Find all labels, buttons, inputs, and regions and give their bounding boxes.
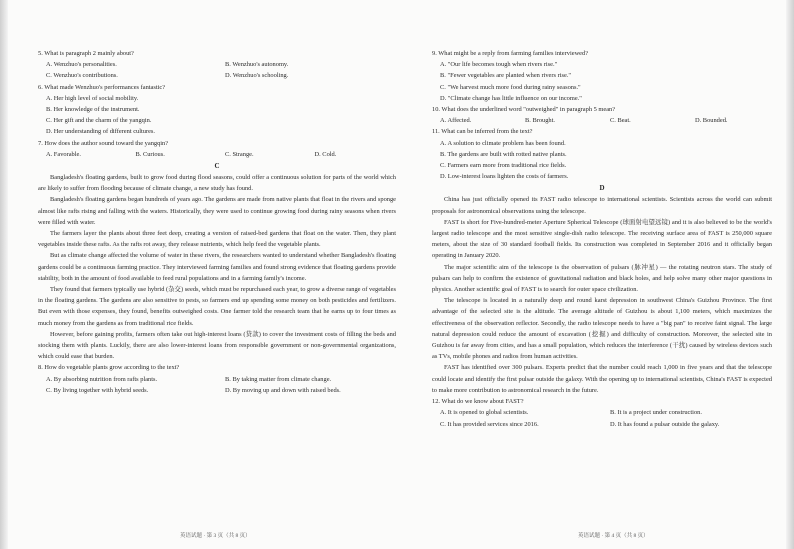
question-12-stem: 12. What do we know about FAST? <box>432 398 524 406</box>
passage-d-paragraph-2: FAST is short for Five-hundred-meter Aperture Spherical Telescope (球面射电望远镜) and it is also believed to be the world's largest radio telescope and the most sensitive single-dish radio telescope. The receiving surface area of FAST is 250,000 square meters, about the size of 30 standard football fields. Its construction was completed in September 2016 and it officially began operating in January 2020. <box>432 218 772 260</box>
question-10-option-d: D. Bounded. <box>695 117 728 125</box>
passage-d-paragraph-5: FAST has identified over 300 pulsars. Experts predict that the number could reach 1,000 in five years and that the telescope could locate and identify the first pulsar outside the galaxy. With the opening up to international scientists, China's FAST is expected to make more contribution to astronomical research in the future. <box>432 364 772 394</box>
right-page-footer: 英语试题 · 第 4 页（共 8 页） <box>578 533 649 539</box>
question-9-option-c: C. "We harvest much more food during rainy seasons." <box>440 83 581 91</box>
question-5-option-b: B. Wenzhuo's autonomy. <box>225 61 289 69</box>
passage-d-paragraph-1: China has just officially opened its FAST radio telescope to international scientists. Scientists across the world can submit proposals for astronomical observations using the telescope. <box>432 196 772 215</box>
question-5-option-c: C. Wenzhuo's contributions. <box>46 72 118 80</box>
question-8-stem: 8. How do vegetable plants grow according to the text? <box>38 364 180 372</box>
right-page <box>432 48 772 528</box>
question-12-options-row-2 <box>432 419 772 430</box>
passage-c-paragraph-5: They found that farmers typically use hybrid (杂交) seeds, which must be repurchased each year, to grow a diverse range of vegetables in the floating gardens. The gardens are also sensitive to pests, so farmers end up spending some money on both pesticides and fertilizers. But even with those expenses, they found, benefits outweighed costs. One farmer told the research team that he earns up to four times as much money from the gardens as from traditional rice fields. <box>38 286 396 327</box>
question-5-option-a: A. Wenzhuo's personalities. <box>46 61 117 69</box>
question-7-option-b: B. Curious. <box>135 150 165 158</box>
question-11-option-c: C. Farmers earn more from traditional rice fields. <box>440 162 567 170</box>
question-10-option-a: A. Affected. <box>440 117 472 125</box>
question-6-option-c: C. Her gift and the charm of the yangqin. <box>46 117 152 125</box>
scan-edge-right <box>786 0 794 549</box>
question-5-options-row-2 <box>38 70 396 81</box>
question-6-option-b: B. Her knowledge of the instrument. <box>46 106 140 114</box>
question-9-option-b: B. "Fewer vegetables are planted when rivers rise." <box>440 72 572 80</box>
question-7-option-c: C. Strange. <box>225 150 254 158</box>
question-7-stem: 7. How does the author sound toward the yangqin? <box>38 139 169 147</box>
question-9-option-d: D. "Climate change has little influence on our income." <box>440 94 582 102</box>
section-c-heading: C <box>214 162 220 171</box>
question-11-option-a: A. A solution to climate problem has been found. <box>440 139 566 147</box>
question-7-option-d: D. Cold. <box>314 150 337 158</box>
section-d-heading: D <box>599 184 605 193</box>
passage-c-paragraph-2: Bangladesh's floating gardens began hundreds of years ago. The gardens are made from native plants that float in the rivers and sponge almost like rafts rising and falling with the waters. Historically, they were used to continue growing food during rainy seasons when rivers were filled with water. <box>38 196 396 226</box>
passage-c-paragraph-3: The farmers layer the plants about three feet deep, creating a version of raised-bed gardens that float on the water. Then, they plant vegetables inside these rafts. As the rafts rot away, they release nutrients, which help feed the vegetable plants. <box>38 230 396 249</box>
question-9-stem: 9. What might be a reply from farming families interviewed? <box>432 50 589 57</box>
question-8-option-b: B. By taking matter from climate change. <box>225 375 332 383</box>
question-5-stem: 5. What is paragraph 2 mainly about? <box>38 50 134 57</box>
question-10-stem: 10. What does the underlined word "outweighed" in paragraph 5 mean? <box>432 106 616 114</box>
left-page-footer: 英语试题 · 第 3 页（共 8 页） <box>180 533 251 539</box>
question-12-option-b: B. It is a project under construction. <box>610 409 702 417</box>
question-10-options <box>432 115 772 126</box>
scan-edge-left <box>0 0 8 549</box>
question-6-option-a: A. Her high level of social mobility. <box>46 94 139 102</box>
question-12-option-a: A. It is opened to global scientists. <box>440 409 529 417</box>
passage-c-paragraph-6: However, before gaining profits, farmers often take out high-interest loans (贷款) to cover the investment costs of filling the beds and stocking them with plants. Luckily, there are also lower-interest loans from responsible government or non-governmental organizations, which could ease that burden. <box>38 330 396 361</box>
question-9-option-a: A. "Our life becomes tough when rivers rise." <box>440 61 558 69</box>
question-8-options-row-2 <box>38 385 396 396</box>
question-7-option-a: A. Favorable. <box>46 150 81 158</box>
left-page <box>38 48 396 528</box>
question-12-options-row-1 <box>432 407 772 418</box>
question-5-option-d: D. Wenzhuo's schooling. <box>225 72 289 80</box>
question-7-options <box>38 149 396 160</box>
question-8-option-c: C. By living together with hybrid seeds. <box>46 386 149 394</box>
question-6-stem: 6. What made Wenzhuo's performances fantastic? <box>38 83 166 91</box>
passage-c-paragraph-1: Bangladesh's floating gardens, built to grow food during flood seasons, could offer a continuous solution for parts of the world which are likely to suffer from flooding because of climate change, a new study has found. <box>38 174 396 193</box>
question-12-option-c: C. It has provided services since 2016. <box>440 420 539 428</box>
passage-d-paragraph-3: The major scientific aim of the telescope is the observation of pulsars (脉冲星) — the rotating neutron stars. The study of pulsars can help to confirm the existence of gravitational radiation and black holes, and help solve many other major questions in physics. Another scientific goal of FAST is to search for outer space civilization. <box>432 263 772 294</box>
question-8-options-row-1 <box>38 374 396 385</box>
passage-d-paragraph-4: The telescope is located in a naturally deep and round karst depression in southwest China's Guizhou Province. The first advantage of the selected site is the altitude. The average altitude of Guizhou is about 1,100 meters, which maximizes the effectiveness of the observation reflector. Secondly, the radio telescope needs to have a "big pan" to receive faint signal. The large natural depression could reduce the amount of excavation (挖掘) and difficulty of construction. Moreover, the selected site in Guizhou is far away from cities, and has a small population, which reduces the interference (干扰) caused by wireless devices such as TVs, mobile phones and radios from human activities. <box>432 297 772 361</box>
question-5-options-row-1 <box>38 59 396 70</box>
passage-c-paragraph-4: But as climate change affected the volume of water in these rivers, the researchers wanted to understand whether Bangladesh's floating gardens could be a continuous farming practice. They interviewed farming families and found strong evidence that floating gardens provide stability, both in the amount of food available to feed rural populations and in a farming family's income. <box>38 252 396 282</box>
question-8-option-a: A. By absorbing nutrition from rafts plants. <box>46 375 158 383</box>
question-11-stem: 11. What can be inferred from the text? <box>432 128 533 136</box>
question-11-option-d: D. Low-interest loans lighten the costs of farmers. <box>440 173 569 181</box>
question-8-option-d: D. By moving up and down with raised beds. <box>225 386 341 394</box>
question-10-option-b: B. Brought. <box>525 117 556 125</box>
question-6-option-d: D. Her understanding of different cultures. <box>46 128 156 136</box>
question-12-option-d: D. It has found a pulsar outside the galaxy. <box>610 420 720 428</box>
question-10-option-c: C. Beat. <box>610 117 631 125</box>
question-11-option-b: B. The gardens are built with rotted native plants. <box>440 150 567 158</box>
